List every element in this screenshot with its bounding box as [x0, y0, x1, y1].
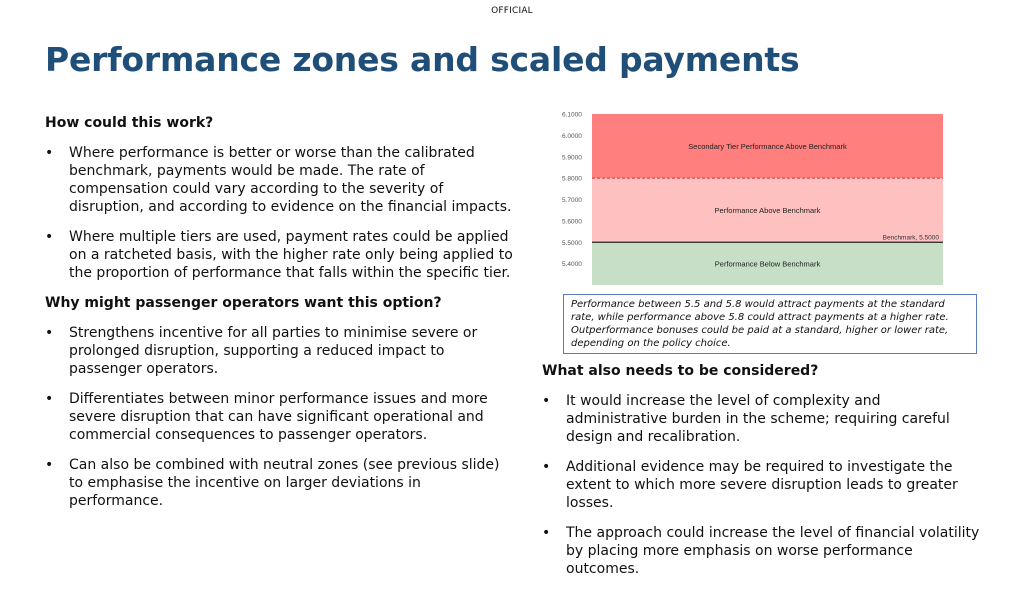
- bullet-item: • Additional evidence may be required to investigate the extent to which more severe disruption leads to greater losses.: [542, 458, 982, 512]
- bullet-item: • Can also be combined with neutral zones (see previous slide) to emphasise the incentive on larger deviations in performance.: [45, 456, 515, 510]
- chart-caption: Performance between 5.5 and 5.8 would attract payments at the standard rate, while performance above 5.8 could attract payments at a higher rate. Outperformance bonuses could be paid at a standard, higher or lower rate, depending on the policy choice.: [563, 294, 977, 354]
- y-tick-label: 5.5000: [562, 239, 582, 247]
- bullet-list-how: [45, 144, 515, 282]
- bullet-item: • It would increase the level of complexity and administrative burden in the scheme; requiring careful design and recalibration.: [542, 392, 982, 446]
- zone-label: Performance Below Benchmark: [714, 259, 821, 269]
- zone-label: Performance Above Benchmark: [714, 206, 821, 216]
- bullet-item: • Where performance is better or worse than the calibrated benchmark, payments would be made. The rate of compensation could vary according to the severity of disruption, and according to evidence on the financial impacts.: [45, 144, 515, 216]
- bullet-item: • The approach could increase the level of financial volatility by placing more emphasis on worse performance outcomes.: [542, 524, 982, 578]
- section-heading-how: How could this work?: [45, 115, 214, 131]
- y-tick-label: 5.7000: [562, 197, 582, 204]
- y-tick-label: 5.9000: [562, 154, 582, 162]
- bullet-item: • Strengthens incentive for all parties to minimise severe or prolonged disruption, supporting a reduced impact to passenger operators.: [45, 324, 515, 378]
- benchmark-label: Benchmark, 5.5000: [882, 234, 939, 242]
- bullet-item: • Differentiates between minor performance issues and more severe disruption that can have significant operational and commercial consequences to passenger operators.: [45, 390, 515, 444]
- section-heading-considered: What also needs to be considered?: [542, 363, 819, 379]
- right-column: [542, 362, 982, 590]
- y-tick-label: 5.6000: [562, 218, 582, 226]
- bullet-item: • Where multiple tiers are used, payment rates could be applied on a ratcheted basis, with the higher rate only being applied to the proportion of performance that falls within the specific tier.: [45, 228, 515, 282]
- bullet-list-considered: [542, 392, 982, 578]
- classification-label: OFFICIAL: [491, 6, 533, 16]
- performance-zone-chart: [555, 108, 955, 288]
- y-tick-label: 5.4000: [562, 261, 582, 269]
- page-title: Performance zones and scaled payments: [45, 40, 800, 79]
- left-column: [45, 114, 515, 522]
- bullet-list-why: [45, 324, 515, 510]
- y-tick-label: 6.0000: [562, 132, 582, 140]
- y-tick-label: 6.1000: [562, 111, 582, 119]
- section-heading-why: Why might passenger operators want this option?: [45, 295, 442, 311]
- y-tick-label: 5.8000: [562, 175, 582, 183]
- zone-label: Secondary Tier Performance Above Benchmark: [688, 142, 847, 152]
